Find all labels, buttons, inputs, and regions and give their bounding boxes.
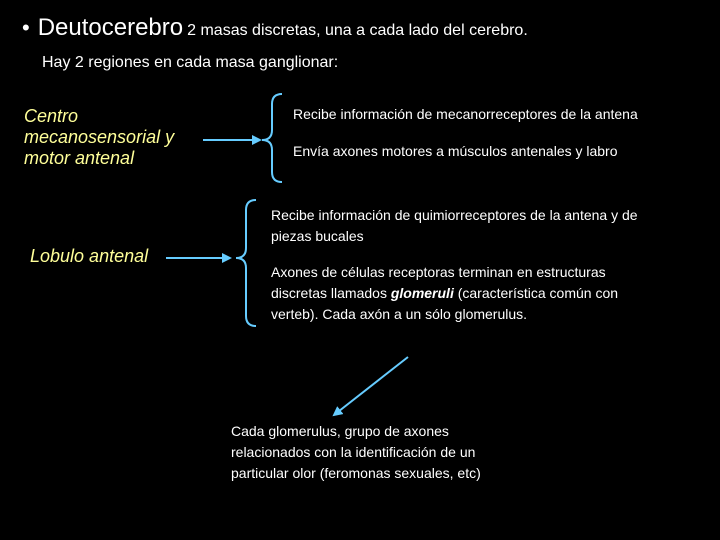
region2-item-1-line: piezas bucales [271, 228, 364, 244]
region1-label-line: motor antenal [24, 148, 135, 168]
conclusion-line: particular olor (feromonas sexuales, etc) [231, 465, 481, 481]
conclusion-line: Cada glomerulus, grupo de axones [231, 423, 449, 439]
region2-item-1-line: Recibe información de quimiorreceptores de la antena y de [271, 207, 638, 223]
region1-item-2: Envía axones motores a músculos antenales y labro [293, 143, 618, 159]
region1-item-1: Recibe información de mecanorreceptores de la antena [293, 106, 638, 122]
region1-label-line: Centro [24, 106, 79, 126]
conclusion-line: relacionados con la identificación de un [231, 444, 476, 460]
glomeruli-term: glomeruli [390, 285, 454, 301]
region2-brace [236, 200, 256, 326]
region1-label-line: mecanosensorial y [24, 127, 175, 147]
conclusion-arrow [334, 357, 408, 415]
region2-item-2-line: Axones de células receptoras terminan en estructuras [271, 264, 606, 280]
region2-item-2-line: discretas llamados glomeruli (característica común con [271, 285, 619, 301]
title-main: Deutocerebro [37, 14, 184, 41]
title-subtitle: 2 masas discretas, una a cada lado del cerebro. [187, 22, 528, 39]
bullet-icon: • [22, 15, 30, 40]
intro-text: Hay 2 regiones en cada masa ganglionar: [42, 54, 339, 71]
region1-brace [262, 94, 282, 182]
region2-label: Lobulo antenal [30, 246, 149, 266]
region2-item-2-line: verteb). Cada axón a un sólo glomerulus. [271, 306, 528, 322]
